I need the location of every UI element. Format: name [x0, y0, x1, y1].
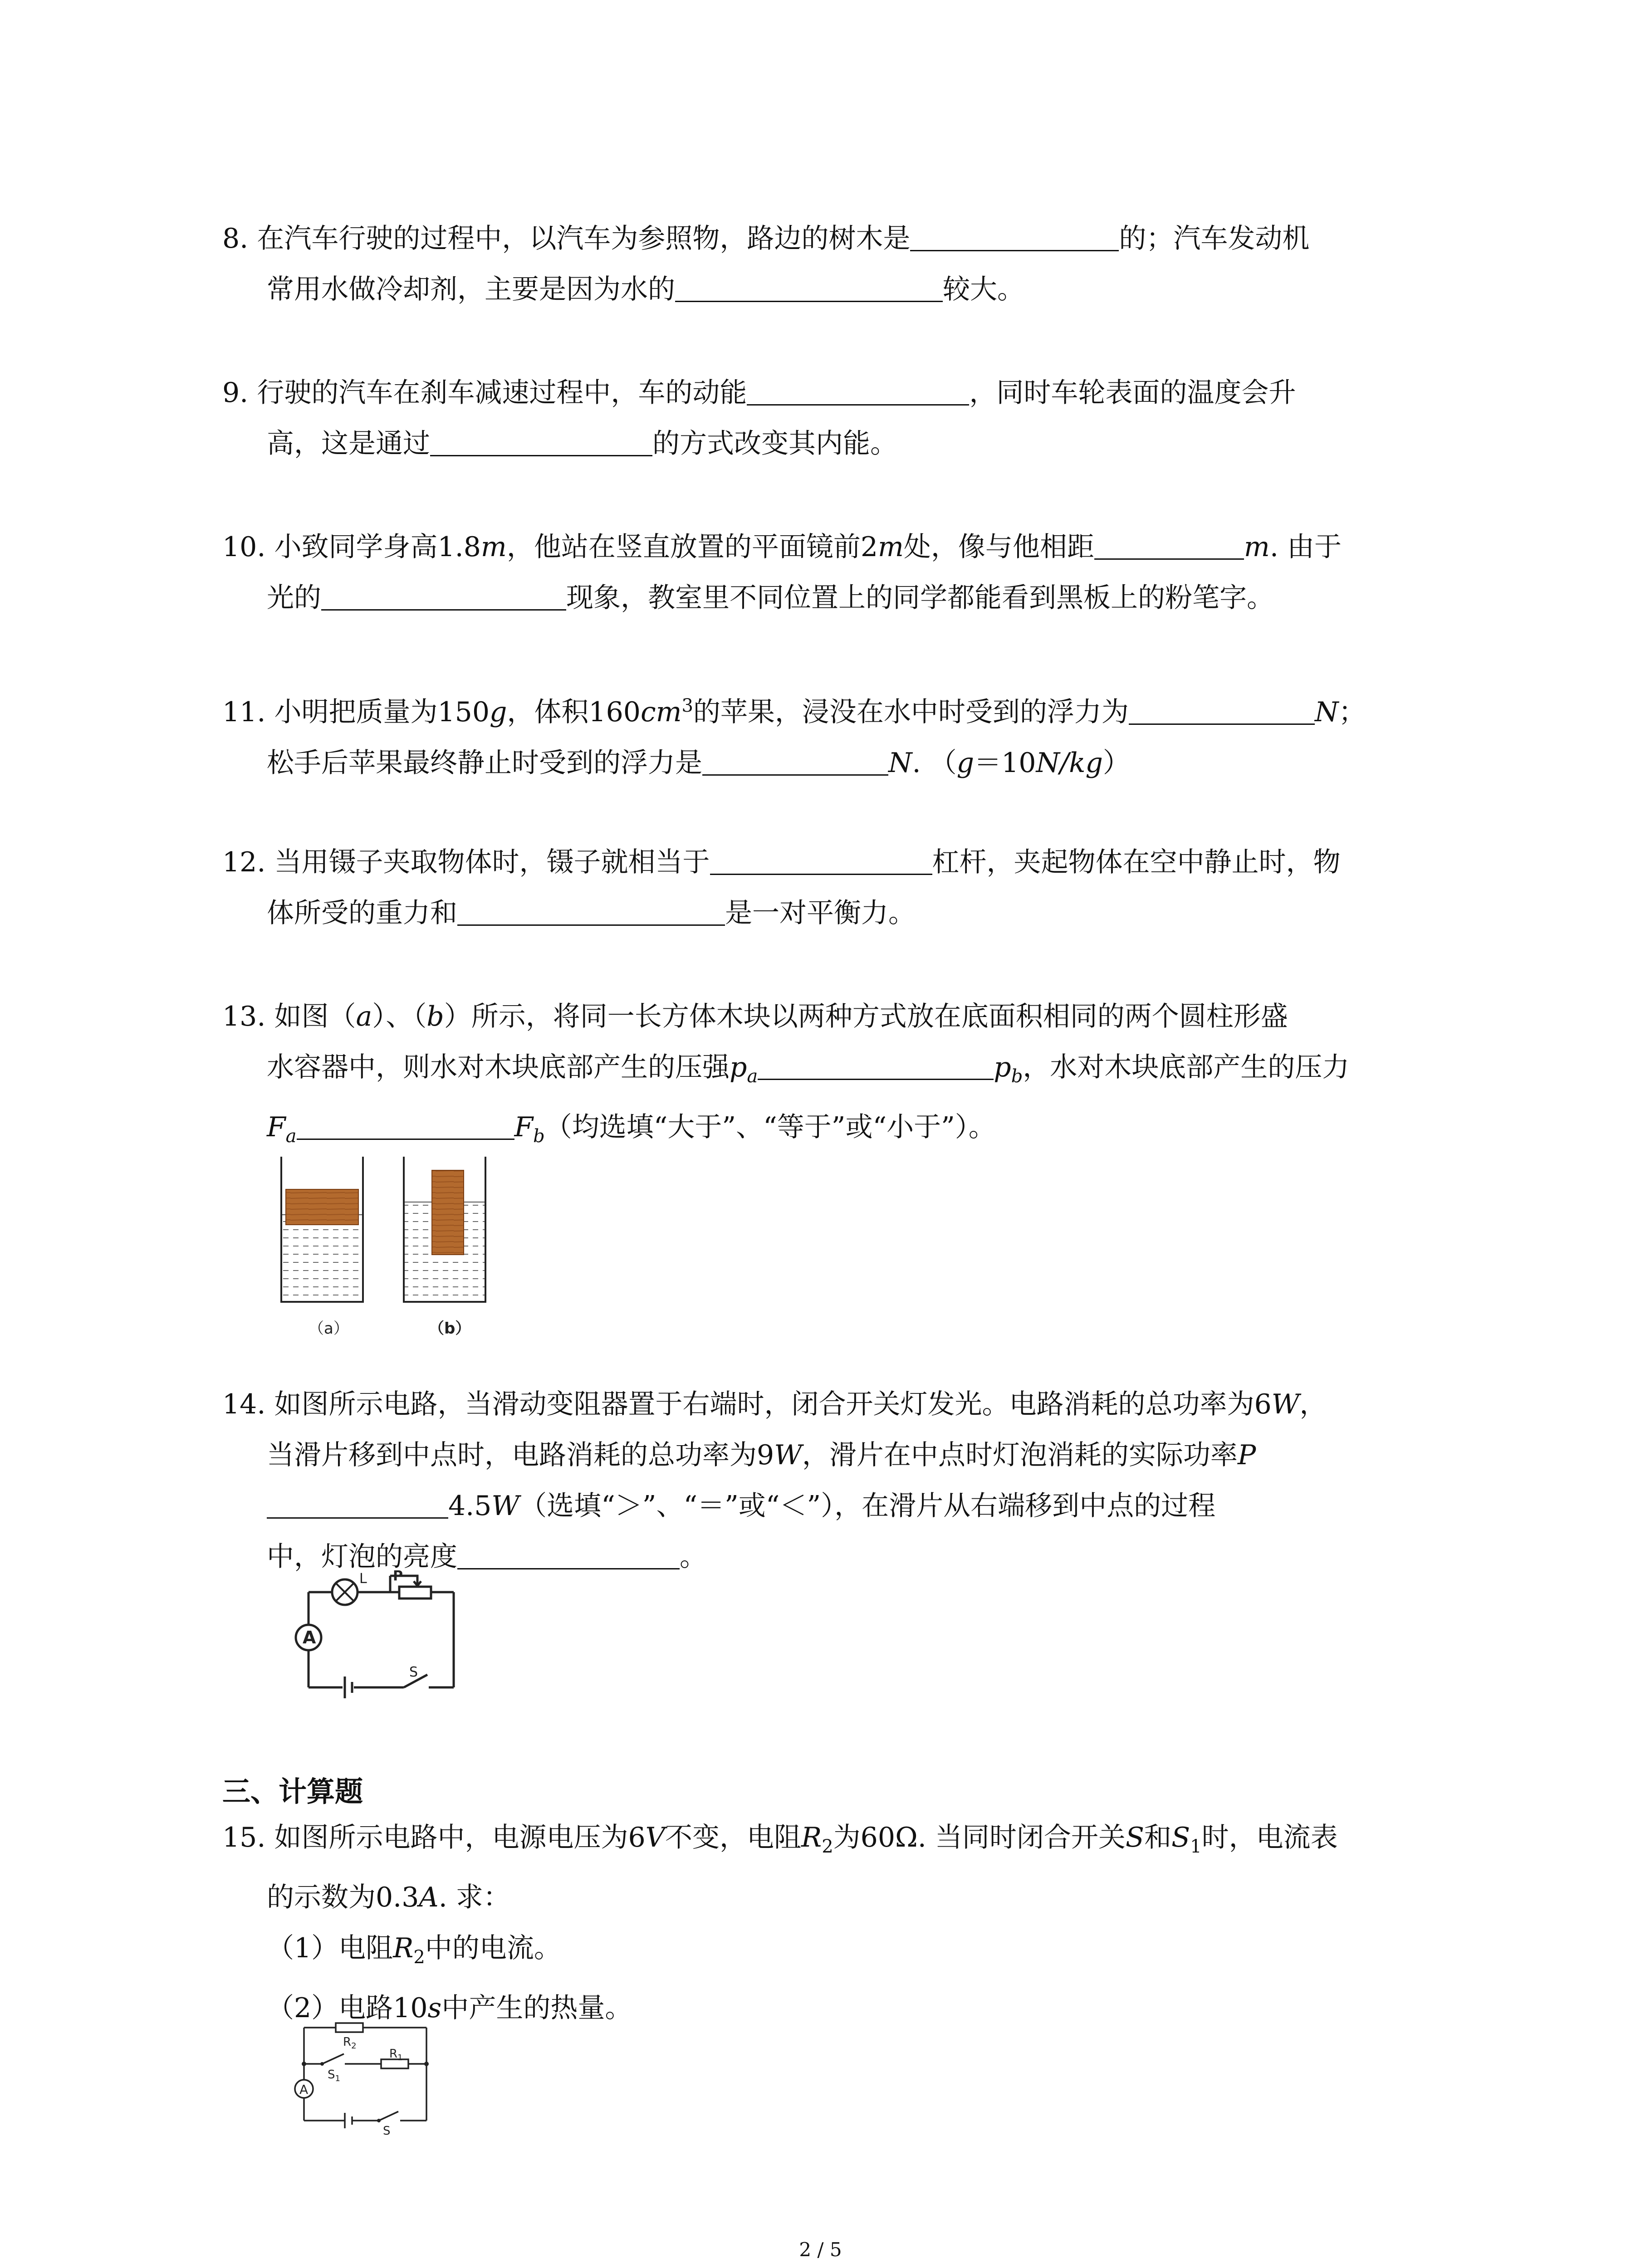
s1-label: $S_1$: [328, 2068, 340, 2083]
symbol-F: F: [514, 1111, 534, 1143]
answer-blank[interactable]: [457, 1539, 680, 1569]
q15-text: 的示数为0.3: [267, 1882, 419, 1913]
unit: g: [956, 747, 975, 779]
q8-text: 的；汽车发动机: [1119, 223, 1310, 254]
unit: N: [1314, 696, 1339, 728]
answer-blank[interactable]: [910, 221, 1119, 251]
q13-text: 13. 如图（: [222, 1001, 356, 1032]
q14-text: （选填“＞”、“＝”或“＜”），在滑片从右端移到中点的过程: [519, 1490, 1216, 1522]
q15-text: 时，电流表: [1201, 1822, 1338, 1853]
label-b: b: [426, 1001, 444, 1032]
q9-text: ，同时车轮表面的温度会升: [969, 377, 1296, 409]
page-number: 2 / 5: [799, 2239, 842, 2261]
q11-text: ＝10: [974, 747, 1036, 779]
unit: s: [427, 1992, 442, 2024]
q13-text: 水容器中，则水对木块底部产生的压强: [267, 1051, 730, 1083]
answer-blank[interactable]: [758, 1050, 994, 1080]
q14-text: 14. 如图所示电路，当滑动变阻器置于右端时，闭合开关灯发光。电路消耗的总功率为6: [222, 1388, 1272, 1420]
answer-blank[interactable]: [1129, 694, 1315, 725]
answer-blank[interactable]: [702, 745, 888, 776]
circuit-figure-15: [277, 2014, 445, 2136]
wood-block-horizontal: [286, 1189, 358, 1225]
q8-text: 较大。: [943, 274, 1024, 305]
answer-blank[interactable]: [430, 426, 652, 456]
wood-block-vertical: [432, 1170, 464, 1255]
answer-blank[interactable]: [747, 375, 969, 406]
q9-text: 的方式改变其内能。: [652, 428, 897, 459]
q9-text: 9. 行驶的汽车在刹车减速过程中，车的动能: [222, 377, 747, 409]
symbol-p: p: [994, 1051, 1011, 1083]
q11-text: ；: [1338, 696, 1366, 728]
q11-text: ，体积160: [507, 696, 641, 728]
q15-text: 为60Ω. 当同时闭合开关: [833, 1822, 1126, 1853]
figure-label-a: （a）: [309, 1320, 349, 1338]
container-b: [404, 1157, 485, 1302]
q14-text: 。: [680, 1541, 707, 1573]
q8-text: 常用水做冷却剂，主要是因为水的: [267, 274, 675, 305]
symbol-R: R: [801, 1822, 822, 1853]
label-a: a: [356, 1001, 372, 1032]
question-15: [222, 1812, 1456, 2033]
ammeter-label: A: [303, 1628, 316, 1647]
ammeter-icon: [296, 1625, 321, 1650]
q9-text: 高，这是通过: [267, 428, 430, 459]
subscript: b: [533, 1126, 545, 1147]
subscript: 2: [413, 1947, 425, 1968]
q15-text: . 求：: [438, 1882, 510, 1913]
q15-text: 不变，电阻: [665, 1822, 802, 1853]
slider-label: P: [393, 1569, 403, 1584]
symbol-P: P: [1237, 1439, 1256, 1471]
answer-blank[interactable]: [267, 1488, 448, 1519]
symbol-R: R: [393, 1932, 414, 1964]
q12-text: 杠杆，夹起物体在空中静止时，物: [932, 846, 1341, 878]
unit: m: [1244, 531, 1270, 563]
circuit-figure-14: [281, 1569, 472, 1701]
unit: N/kg: [1036, 747, 1103, 779]
q11-text: 松手后苹果最终静止时受到的浮力是: [267, 747, 702, 779]
question-12: [222, 837, 1456, 938]
q15-text: 和: [1144, 1822, 1172, 1853]
answer-blank[interactable]: [297, 1110, 514, 1140]
q10-text: ，他站在竖直放置的平面镜前2: [506, 531, 878, 563]
q12-text: 12. 当用镊子夹取物体时，镊子就相当于: [222, 846, 710, 878]
switch-label: S: [409, 1664, 418, 1680]
answer-blank[interactable]: [1094, 529, 1244, 560]
q13-text: ）、（: [372, 1001, 427, 1032]
beaker-figure: [272, 1152, 526, 1343]
symbol-F: F: [267, 1111, 286, 1143]
q14-text: 4.5: [448, 1490, 492, 1522]
question-14: [222, 1379, 1456, 1582]
unit: W: [491, 1490, 520, 1522]
unit: m: [480, 531, 507, 563]
question-11: [222, 680, 1456, 788]
symbol-S: S: [1171, 1822, 1190, 1853]
q14-text: 中，灯泡的亮度: [267, 1541, 457, 1573]
question-10: [222, 522, 1456, 623]
q13-text: ）所示，将同一长方体木块以两种方式放在底面积相同的两个圆柱形盛: [444, 1001, 1288, 1032]
q13-text: （均选填“大于”、“等于”或“小于”）。: [544, 1111, 996, 1143]
q11-text: . （: [912, 747, 957, 779]
ammeter-label: A: [299, 2082, 309, 2097]
subscript: 1: [1190, 1836, 1202, 1857]
unit: W: [1271, 1388, 1300, 1420]
q12-text: 体所受的重力和: [267, 897, 457, 929]
answer-blank[interactable]: [457, 895, 725, 926]
q15-text: 中产生的热量。: [441, 1992, 632, 2024]
answer-blank[interactable]: [710, 845, 932, 875]
subscript: 2: [822, 1836, 833, 1857]
unit: m: [878, 531, 904, 563]
q10-text: . 由于: [1269, 531, 1342, 563]
subscript: a: [747, 1066, 758, 1087]
answer-blank[interactable]: [675, 272, 943, 302]
unit: g: [490, 696, 507, 728]
unit: cm: [640, 696, 682, 728]
q14-text: ，滑片在中点时灯泡消耗的实际功率: [802, 1439, 1238, 1471]
q10-text: 光的: [267, 582, 321, 614]
unit: W: [774, 1439, 802, 1471]
symbol-S: S: [1125, 1822, 1145, 1853]
container-a: [281, 1157, 363, 1302]
question-8: [222, 213, 1456, 315]
q15-text: 15. 如图所示电路中，电源电压为6: [222, 1822, 646, 1853]
q11-text: 的苹果，浸没在水中时受到的浮力为: [693, 696, 1129, 728]
q8-text: 8. 在汽车行驶的过程中，以汽车为参照物，路边的树木是: [222, 223, 911, 254]
q14-text: ，: [1299, 1388, 1327, 1420]
q11-text: ）: [1102, 747, 1130, 779]
r1-label: $R_1$: [389, 2047, 403, 2063]
s-label: S: [383, 2124, 391, 2136]
q15-text: 中的电流。: [425, 1932, 561, 1964]
q10-text: 处，像与他相距: [903, 531, 1094, 563]
q10-text: 10. 小致同学身高1.8: [222, 531, 481, 563]
q12-text: 是一对平衡力。: [725, 897, 916, 929]
lamp-label: L: [359, 1571, 367, 1587]
q10-text: 现象，教室里不同位置上的同学都能看到黑板上的粉笔字。: [566, 582, 1274, 614]
section-heading: 三、计算题: [222, 1775, 363, 1808]
question-9: [222, 367, 1456, 469]
question-13: [222, 991, 1456, 1162]
answer-blank[interactable]: [321, 580, 566, 611]
unit: A: [419, 1882, 439, 1913]
superscript: 3: [681, 695, 693, 716]
q15-text: （2）电路10: [267, 1992, 428, 2024]
q13-text: ，水对木块底部产生的压力: [1023, 1051, 1350, 1083]
subscript: a: [285, 1126, 297, 1147]
subscript: b: [1011, 1066, 1023, 1087]
q14-text: 当滑片移到中点时，电路消耗的总功率为9: [267, 1439, 774, 1471]
ammeter-icon: [295, 2080, 313, 2098]
q11-text: 11. 小明把质量为150: [222, 696, 490, 728]
unit: V: [645, 1822, 666, 1853]
symbol-p: p: [730, 1051, 747, 1083]
unit: N: [888, 747, 912, 779]
q15-text: （1）电阻: [267, 1932, 393, 1964]
r2-label: $R_2$: [343, 2035, 357, 2051]
figure-label-b: （b）: [429, 1320, 471, 1338]
lamp-icon: [332, 1579, 358, 1605]
